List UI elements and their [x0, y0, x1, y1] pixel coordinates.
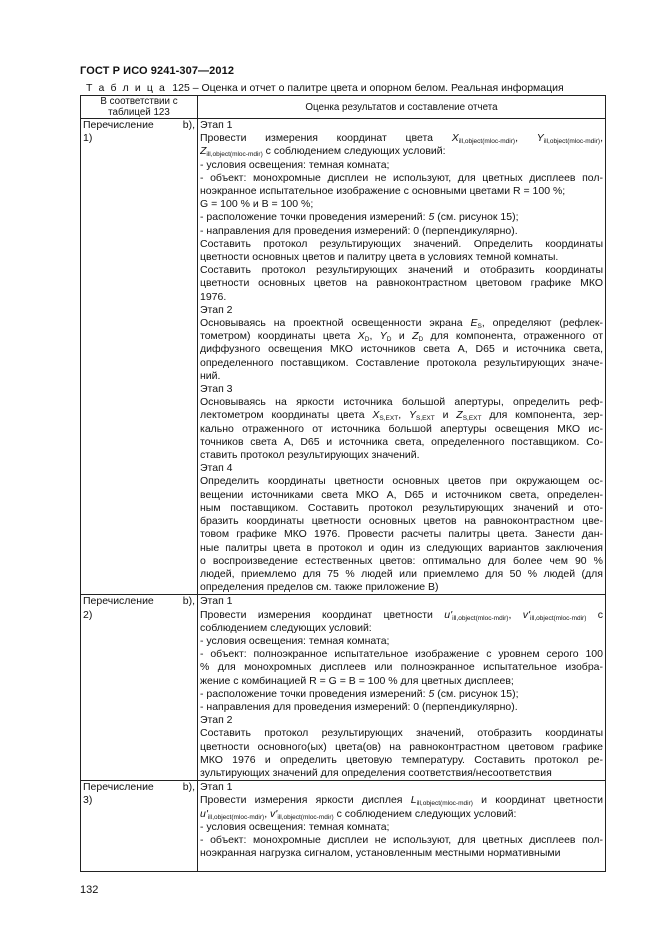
stage-heading: Этап 1 — [200, 595, 233, 608]
text-line: Провести измерения яркости дисплея $L_{ill,object(mloc-mdir)}$ и координат цветности — [200, 794, 603, 808]
page-number: 132 — [80, 884, 99, 896]
text-line: - условия освещения: темная комната; — [200, 158, 390, 171]
text-line: Провести измерения координат цвета $X_{ill,object(mloc-mdir)}$, $Y_{ill,object(mloc-mdir)}$, — [200, 132, 603, 146]
text-line: определения пределов см. также приложение B) — [200, 581, 439, 594]
text-line: диффузного освещения МКО источников света A, D65 и источника света, — [200, 343, 603, 356]
table-caption-number: 125 — [172, 82, 190, 94]
text-line: ные палитры цвета в протокол и один из следующих вариантов заключения — [200, 541, 603, 554]
text-line: - направления для проведения измерений: 0 (перпендикулярно). — [200, 224, 518, 237]
table-caption-text: – Оценка и отчет о палитре цвета и опорном белом. Реальная информация — [189, 82, 564, 94]
text-line: % для монохромных дисплеев или полноэкранное испытательное изобра- — [200, 661, 603, 674]
stage-heading: Этап 3 — [200, 383, 233, 396]
reference-cell — [81, 595, 198, 781]
reference-line: Перечисление b), — [83, 119, 195, 131]
table-header-row — [81, 96, 606, 119]
text-line: ставить протокол результирующих значений. — [200, 449, 420, 462]
reference-cell — [81, 781, 198, 872]
text-line: Основываясь на яркости источника большой апертуры, определить реф- — [200, 396, 603, 409]
text-line: цветности основного(ых) цвета(ов) на равноконтрастном цветовом графике — [200, 740, 603, 753]
text-line: товом графике МКО 1976. Провести расчеты палитры цвета. Занести дан- — [200, 528, 603, 541]
stage-heading: Этап 2 — [200, 303, 233, 316]
table-row — [81, 595, 606, 781]
document-header: ГОСТ Р ИСО 9241-307—2012 — [80, 65, 235, 77]
text-line: - условия освещения: темная комната; — [200, 820, 390, 833]
text-line: зультирующих значений для определения соответствия/несоответствия — [200, 766, 552, 779]
text-line: G = 100 % и B = 100 %; — [200, 198, 314, 211]
text-line: ний. — [200, 369, 221, 382]
text-line: Составить протокол результирующих значений. Определить координаты — [200, 237, 603, 250]
text-line: $Z_{ill,object(mloc-mdir)}$ с соблюдением следующих условий: — [200, 145, 446, 159]
text-line: Составить протокол результирующих значений и отобразить координаты — [200, 264, 603, 277]
reference-line: Перечисление b), — [83, 781, 195, 794]
reference-cell — [81, 119, 198, 595]
text-line: Провести измерения координат цветности $u'_{ill,object(mloc-mdir)}$, $v'_{ill,object(mloc-mdir)}$ с — [200, 608, 603, 622]
table-caption-prefix: Т а б л и ц а — [86, 82, 167, 94]
text-line: - расположение точки проведения измерений: 5 (см. рисунок 15); — [200, 211, 519, 224]
text-line: 1976. — [200, 290, 227, 303]
text-line: бразить координаты цветности основных цветов на равноконтрастном цве- — [200, 515, 603, 528]
text-line: Определить координаты цветности основных цветов при окружающем ос- — [200, 475, 603, 488]
reference-line: 3) — [83, 794, 93, 807]
text-line: цветности основных цветов на равноконтрастном цветовом графике МКО — [200, 277, 603, 290]
table-row — [81, 781, 606, 872]
evaluation-cell — [198, 781, 606, 872]
stage-heading: Этап 2 — [200, 714, 233, 727]
text-line: ным поставщиком. Составить протокол результирующих значений и ото- — [200, 501, 603, 514]
text-line: определенного поставщиком. Составление протокола результирующих значе- — [200, 356, 603, 369]
text-line: $u'_{ill,object(mloc-mdir)}$, $v'_{ill,object(mloc-mdir)}$ с соблюдением следующих условий: — [200, 807, 517, 821]
text-line: - объект: полноэкранное испытательное изображение с уровнем серого 100 — [200, 648, 603, 661]
reference-line: Перечисление b), — [83, 595, 195, 608]
evaluation-table — [80, 95, 606, 872]
text-line: кально отраженного от источника большой апертуры освещения МКО ис- — [200, 422, 603, 435]
text-line: тометром) координаты цвета $X_D$, $Y_D$ и $Z_D$ для компонента, отраженного от — [200, 330, 603, 344]
text-line: - объект: монохромные дисплеи не используют, для цветных дисплеев пол- — [200, 833, 603, 846]
text-line: лектометром координаты цвета $X_{S,EXT}$, $Y_{S,EXT}$ и $Z_{S,EXT}$ для компонента, зер- — [200, 409, 603, 423]
text-line: соблюдением следующих условий: — [200, 621, 372, 634]
table-caption — [86, 82, 564, 94]
text-line: ноэкранное испытательное изображение с основными цветами R = 100 %; — [200, 185, 566, 198]
reference-line: 1) — [83, 132, 93, 145]
reference-line: 2) — [83, 608, 93, 621]
text-line: - условия освещения: темная комната; — [200, 634, 390, 647]
text-line: МКО 1976 и определить цветовую температуру. Составить протокол ре- — [200, 753, 603, 766]
text-line: жение с комбинацией R = G = B = 100 % для цветных дисплеев; — [200, 674, 514, 687]
text-line: людей, приемлемо для 75 % людей или приемлемо для 50 % людей (для — [200, 567, 603, 580]
text-line: - расположение точки проведения измерений: 5 (см. рисунок 15); — [200, 687, 519, 700]
text-line: о воспроизведение естественных цветов: оптимально для более чем 90 % — [200, 554, 603, 567]
header-cell-evaluation: Оценка результатов и составление отчета — [198, 96, 606, 119]
text-line: вещении источниками света МКО A, D65 и источником света, определен- — [200, 488, 603, 501]
text-line: ноэкранная нагрузка сигналом, установленным местными нормативными — [200, 847, 561, 860]
header-cell-reference: В соответствии с таблицей 123 — [81, 96, 198, 119]
text-line: - объект: монохромные дисплеи не используют, для цветных дисплеев пол- — [200, 171, 603, 184]
stage-heading: Этап 4 — [200, 462, 233, 475]
text-line: Основываясь на проектной освещенности экрана $E_S$, определяют (рефлек- — [200, 317, 603, 331]
table-row — [81, 119, 606, 595]
text-line: Составить протокол результирующих значений, отобразить координаты — [200, 727, 603, 740]
evaluation-cell — [198, 119, 606, 595]
stage-heading: Этап 1 — [200, 119, 233, 131]
text-line: точников света A, D65 и источника света, определенного поставщиком. Со- — [200, 435, 603, 448]
stage-heading: Этап 1 — [200, 781, 233, 794]
text-line: - направления для проведения измерений: 0 (перпендикулярно). — [200, 700, 518, 713]
evaluation-cell — [198, 595, 606, 781]
text-line: цветности основных цветов и палитру цвета в условиях темной комнаты. — [200, 251, 559, 264]
